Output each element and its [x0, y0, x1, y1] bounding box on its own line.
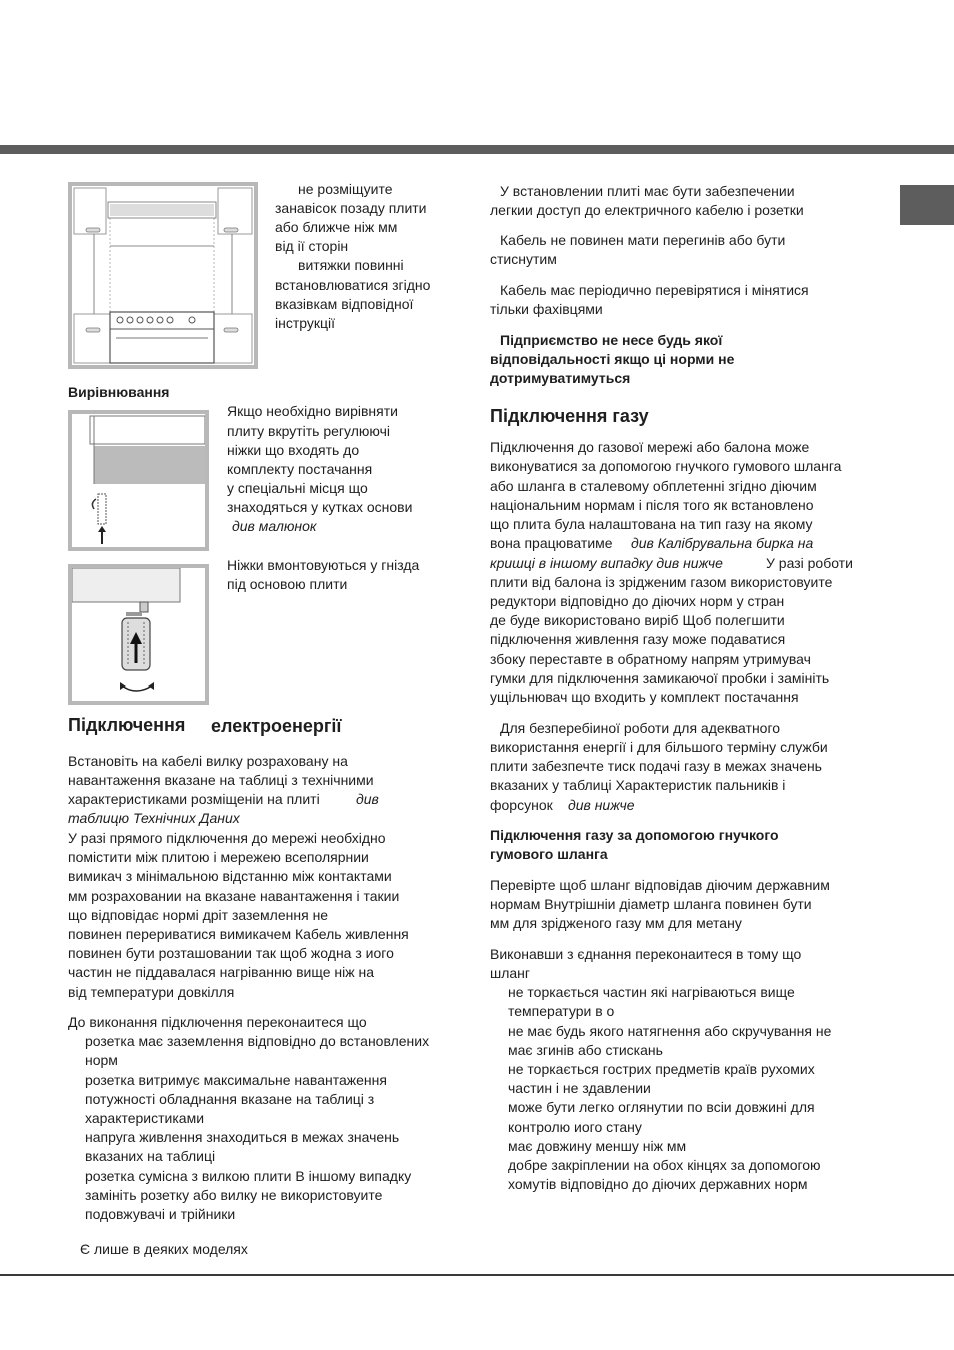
hose-bullet-line: не торкається гострих предметів країв рухомих	[508, 1061, 815, 1077]
elec-bullet-line: напруга живлення знаходиться в межах значень	[85, 1129, 400, 1145]
leveling-foot-diagram	[68, 410, 209, 551]
elec-bullet-line: характеристиками	[85, 1110, 205, 1126]
elec-p3: До виконання підключення переконаитеся що	[68, 1014, 367, 1030]
elec-p2-line: вимикач з мінімальною відстанню між контактами	[68, 868, 392, 884]
gas-p1-line: що плита була налаштована на тип газу на якому	[490, 516, 813, 532]
elec-p2-line: помістити між плитою і мережею всеполярнии	[68, 849, 369, 865]
col1-caption-line: занавісок позаду плити	[275, 200, 427, 216]
gas-p1-line: гумки для підключення замикаючої пробки і замініть	[490, 670, 830, 686]
gas-p1-line: У разі роботи	[766, 555, 853, 571]
col2-p4-line: дотримуватимуться	[490, 370, 631, 386]
elec-p1-line: Встановіть на кабелі вилку розраховану на	[68, 753, 348, 769]
elec-p1-see: див	[356, 791, 379, 807]
elec-bullet-line: норм	[85, 1052, 118, 1068]
elec-bullet-line: розетка сумісна з вилкою плити В іншому випадку	[85, 1168, 412, 1184]
gas-p2-line: використання енергії і для більшого терміну служби	[490, 739, 828, 755]
elec-p2-line: частин не піддавалася нагріванню вище ніж на	[68, 964, 374, 980]
leveling-text-line: Якщо необхідно вирівняти	[227, 403, 398, 419]
col1-caption-line: встановлюватися згідно	[275, 277, 431, 293]
gas-p1-line: ущільнювач що входить у комплект постачання	[490, 689, 799, 705]
gas-p1-line: виконуватися за допомогою гнучкого гумового шланга	[490, 458, 842, 474]
elec-p2-line: повинен перериватися вимикачем Кабель живлення	[68, 926, 409, 942]
col2-p3-line: Кабель має періодично перевірятися і мінятися	[500, 282, 809, 298]
elec-p2-line: мм розраховании на вказане навантаження і такии	[68, 888, 400, 904]
col2-p4-line: відповідальності якщо ці норми не	[490, 351, 735, 367]
hose-p2-line: шланг	[490, 965, 531, 981]
leveling-text-line: плиту вкрутіть регулюючі	[227, 423, 390, 439]
col1-caption-line: не розміщуите	[298, 181, 393, 197]
hose-bullet-line: частин і не здавлении	[508, 1080, 651, 1096]
gas-p1-line: де буде використовано виріб Щоб полегшити	[490, 612, 785, 628]
col2-p4-line: Підприємство не несе будь якої	[500, 332, 723, 348]
bottom-rule	[0, 1274, 954, 1276]
gas-p2-line: форсунок	[490, 797, 553, 813]
hose-p1-line: Перевірте щоб шланг відповідав діючим державним	[490, 877, 830, 893]
gas-p1-line: редуктори відповідно до діючих норм у стран	[490, 593, 785, 609]
top-rule	[0, 145, 954, 154]
leveling-see-figure: див малюнок	[232, 518, 317, 534]
col2-p2-line: стиснутим	[490, 251, 557, 267]
elec-p1-line: навантаження вказане на таблиці з технічними	[68, 772, 374, 788]
gas-p1-line: Підключення до газової мережі або балона може	[490, 439, 810, 455]
leveling-text-line: знаходяться у кутках основи	[227, 499, 413, 515]
gas-p1-line: національним нормам і після того як встановлено	[490, 497, 814, 513]
col2-p2-line: Кабель не повинен мати перегинів або бути	[500, 232, 786, 248]
gas-p2-see: див нижче	[568, 797, 635, 813]
gas-p2-line: Для безперебіиної роботи для адекватного	[500, 720, 781, 736]
elec-p2-line: повинен бути розташовании так щоб жодна з иого	[68, 945, 394, 961]
hose-bullet-line: може бути легко оглянутии по всіи довжині для	[508, 1099, 815, 1115]
gas-title: Підключення газу	[490, 406, 649, 426]
hose-title-line: Підключення газу за допомогою гнучкого	[490, 827, 779, 843]
elec-p2-line: що відповідає нормі дріт заземлення не	[68, 907, 329, 923]
elec-p2-line: У разі прямого підключення до мережі необхідно	[68, 830, 386, 846]
gas-p1-line: плити від балона із зрідженим газом використовуите	[490, 574, 833, 590]
adjustable-foot-diagram	[68, 564, 209, 705]
col2-p3-line: тільки фахівцями	[490, 301, 603, 317]
col2-p1-line: У встановлении плиті має бути забезпечении	[500, 183, 795, 199]
elec-p2-line: від температури довкілля	[68, 984, 235, 1000]
elec-title-a: Підключення	[68, 715, 186, 735]
elec-bullet-line: розетка витримує максимальне навантаження	[85, 1072, 387, 1088]
hose-p2-line: Виконавши з єднання переконаитеся в тому що	[490, 946, 802, 962]
gas-p1-line: підключення живлення газу може подаватися	[490, 631, 786, 647]
col2-p1-line: легкии доступ до електричного кабелю і розетки	[490, 202, 804, 218]
elec-bullet-line: розетка має заземлення відповідно до встановлених	[85, 1033, 430, 1049]
hose-bullet-line: має згинів або стискань	[508, 1042, 663, 1058]
hose-p1-line: нормам Внутрішніи діаметр шланга повинен бути	[490, 896, 812, 912]
gas-p1-line: або шланга в сталевому обплетенні згідно діючим	[490, 478, 817, 494]
elec-bullet-line: замініть розетку або вилку не використовуите	[85, 1187, 383, 1203]
leveling-text-line: ніжки що входять до	[227, 442, 360, 458]
gas-p1-see-label: див Калібрувальна бирка на	[631, 535, 814, 551]
gas-p2-line: плити забезпечте тиск подачі газу в межах значень	[490, 758, 822, 774]
language-tab	[900, 185, 954, 225]
elec-bullet-line: вказаних на таблиці	[85, 1148, 216, 1164]
elec-bullet-line: потужності обладнання вказане на таблиці з	[85, 1091, 375, 1107]
leveling-text-line: комплекту постачання	[227, 461, 373, 477]
col1-caption-line: вказівкам відповідної	[275, 296, 414, 312]
hose-bullet-line: контролю иого стану	[508, 1119, 642, 1135]
elec-p1-see-table: таблицю Технічних Даних	[68, 810, 240, 826]
leveling-title: Вирівнювання	[68, 384, 170, 400]
col1-caption-line: інструкції	[275, 315, 336, 331]
elec-p1-line: характеристиками розміщеніи на плиті	[68, 791, 320, 807]
footnote: Є лише в деяких моделях	[80, 1241, 248, 1257]
hose-p1-line: мм для зрідженого газу мм для метану	[490, 915, 742, 931]
hose-bullet-line: не має будь якого натягнення або скручування не	[508, 1023, 832, 1039]
hose-title-line: гумового шланга	[490, 846, 608, 862]
hose-bullet-line: температури в о	[508, 1003, 615, 1019]
gas-p2-line: вказаних у таблиці Характеристик пальників і	[490, 777, 786, 793]
col1-caption-line: або ближче ніж мм	[275, 219, 398, 235]
gas-p1-see-other: кришці в іншому випадку див нижче	[490, 555, 723, 571]
col1-caption-line: від ії сторін	[275, 238, 349, 254]
gas-p1-line: збоку переставте в обратному напрям утримувач	[490, 651, 811, 667]
leveling-text-line: у спеціальні місця що	[227, 480, 368, 496]
col1-caption-line: витяжки повинні	[298, 257, 404, 273]
legs-text-line: Ніжки вмонтовуються у гнізда	[227, 557, 420, 573]
hose-bullet-line: добре закріплении на обох кінцях за допомогою	[508, 1157, 821, 1173]
legs-text-line: під основою плити	[227, 576, 348, 592]
elec-bullet-line: подовжувачі и трійники	[85, 1206, 236, 1222]
kitchen-installation-diagram	[68, 182, 258, 369]
gas-p1-line: вона працюватиме	[490, 535, 613, 551]
hose-bullet-line: хомутів відповідно до діючих державних норм	[508, 1176, 808, 1192]
hose-bullet-line: не торкається частин які нагріваються вище	[508, 984, 795, 1000]
elec-title-b: електроенергії	[211, 716, 342, 736]
hose-bullet-line: має довжину меншу ніж мм	[508, 1138, 687, 1154]
